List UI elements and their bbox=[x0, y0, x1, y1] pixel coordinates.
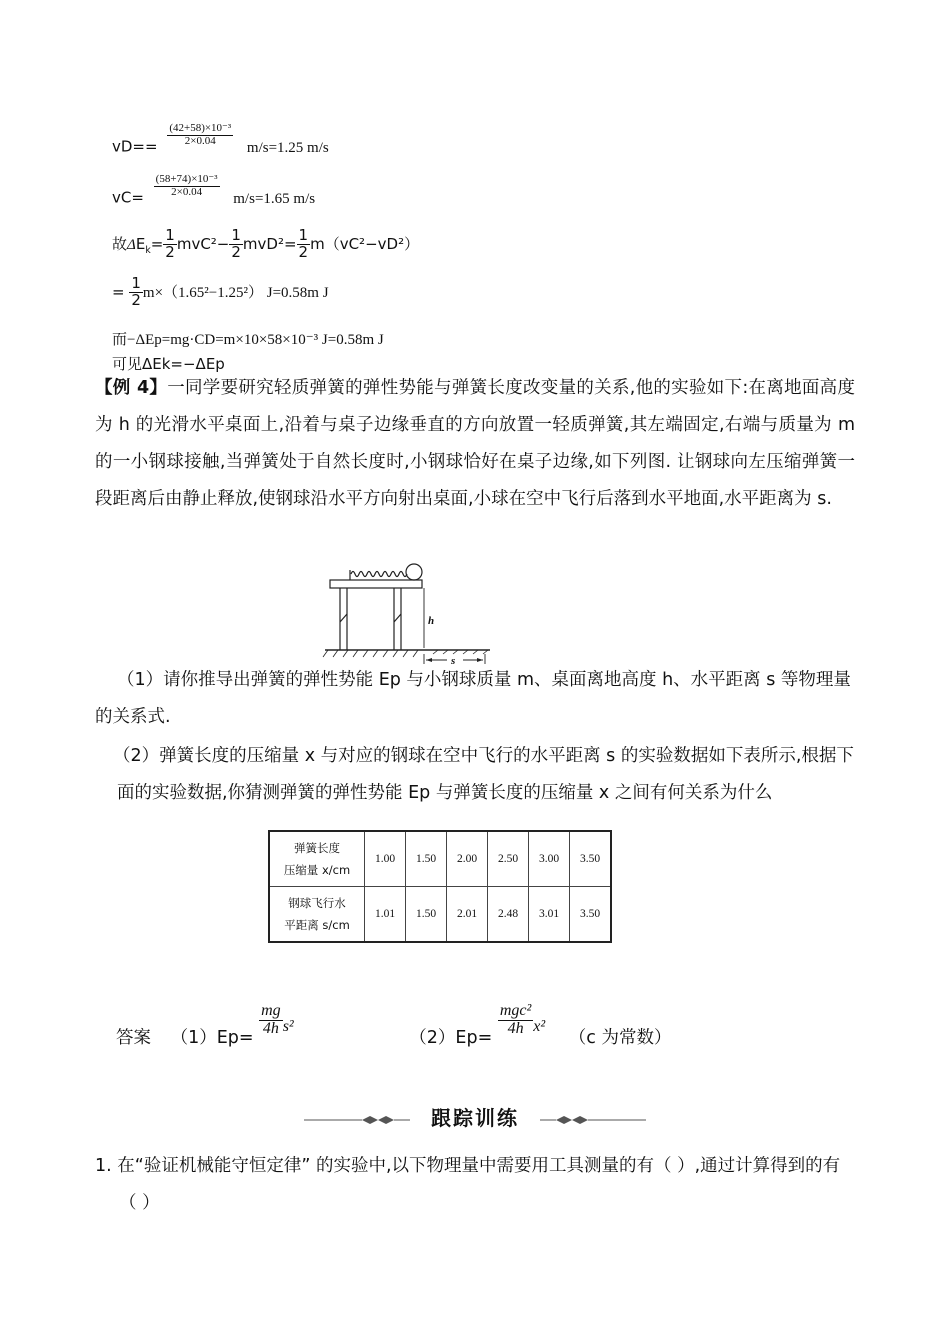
vd-fraction bbox=[167, 123, 233, 147]
answer-part2-prefix: （2）Ep= bbox=[409, 1027, 493, 1048]
answer-part2-var: x² bbox=[533, 1017, 546, 1035]
vc-equation bbox=[112, 174, 315, 208]
exercise-1: 1. 在“验证机械能守恒定律” 的实验中,以下物理量中需要用工具测量的有（ ）,通过计算得到的有（ ） bbox=[95, 1156, 841, 1213]
answer-part1-var: s² bbox=[282, 1017, 294, 1035]
table-cell: 2.01 bbox=[447, 887, 488, 943]
ek-mid2: mvD²= bbox=[242, 234, 297, 253]
table-row bbox=[269, 887, 611, 943]
height-label: h bbox=[428, 615, 435, 627]
table-cell: 1.00 bbox=[365, 831, 406, 887]
table-cell: 1.01 bbox=[365, 887, 406, 943]
question-2: （2）弹簧长度的压缩量 x 与对应的钢球在空中飞行的水平距离 s 的实验数据如下表所示,根据下面的实验数据,你猜测弹簧的弹性势能 Ep 与弹簧长度的压缩量 x 之间有何关系为什么 bbox=[113, 746, 854, 803]
table-header-cell: 钢球飞行水 平距离 s/cm bbox=[269, 887, 365, 943]
example4-text: 一同学要研究轻质弹簧的弹性势能与弹簧长度改变量的关系,他的实验如下:在离地面高度为 h 的光滑水平桌面上,沿着与桌子边缘垂直的方向放置一轻质弹簧,其左端固定,右端与质量为 m 的一小钢球接触,当弹簧处于自然长度时,小钢球恰好在桌子边缘,如下列图. 让钢球向左压缩弹簧一段距离后由静止释放,使钢球沿水平方向射出桌面,小球在空中飞行后落到水平地面,水平距离为 s. bbox=[95, 378, 855, 509]
ek-mid1: mvC²− bbox=[176, 234, 230, 253]
conclusion-line: 可见ΔEk=−ΔEp bbox=[112, 355, 225, 373]
table-cell: 2.00 bbox=[447, 831, 488, 887]
ek-tail: m（vC²−vD²） bbox=[310, 234, 420, 253]
answer-part2-fraction: $\frac{\text{mgc²}}{4h}$ bbox=[499, 1002, 532, 1037]
vd-label: vD== bbox=[112, 137, 158, 156]
table-cell: 3.50 bbox=[570, 831, 612, 887]
half-fraction: $\frac{1}{2}$ bbox=[165, 226, 175, 261]
half-fraction: $\frac{1}{2}$ bbox=[131, 274, 141, 309]
example4-label: 【例 4】 bbox=[95, 378, 168, 398]
potential-energy-equation: 而−ΔEp=mg·CD=m×10×58×10⁻³ J=0.58m J bbox=[112, 332, 384, 348]
vd-denominator: 2×0.04 bbox=[184, 134, 216, 147]
answer-part2-note: （c 为常数） bbox=[568, 1027, 672, 1048]
vd-result: m/s=1.25 m/s bbox=[246, 139, 329, 156]
table-cell: 3.00 bbox=[529, 831, 570, 887]
table-header-cell: 弹簧长度 压缩量 x/cm bbox=[269, 831, 365, 887]
distance-label: s bbox=[451, 655, 456, 667]
spring-table-figure bbox=[320, 560, 495, 672]
table-cell: 3.01 bbox=[529, 887, 570, 943]
vc-numerator: (58+74)×10⁻³ bbox=[155, 173, 218, 185]
table-cell: 1.50 bbox=[406, 831, 447, 887]
example4-paragraph bbox=[95, 370, 855, 518]
half-fraction: $\frac{1}{2}$ bbox=[298, 226, 309, 261]
table-row bbox=[269, 831, 611, 887]
section-heading bbox=[0, 1102, 950, 1131]
line2-prefix: = bbox=[112, 282, 125, 301]
vc-fraction bbox=[154, 174, 220, 198]
table-cell: 3.50 bbox=[570, 887, 612, 943]
kinetic-energy-value bbox=[112, 276, 329, 309]
vd-equation bbox=[112, 123, 329, 157]
vc-result: m/s=1.65 m/s bbox=[233, 190, 316, 207]
vd-numerator: (42+58)×10⁻³ bbox=[169, 122, 232, 134]
table-cell: 2.50 bbox=[488, 831, 529, 887]
section-title: 跟踪训练 bbox=[431, 1106, 519, 1130]
table-cell: 1.50 bbox=[406, 887, 447, 943]
vc-denominator: 2×0.04 bbox=[171, 185, 203, 198]
answer-part1-fraction: $\frac{mg}{4h}$ bbox=[261, 1002, 281, 1037]
question-1: （1）请你推导出弹簧的弹性势能 Ep 与小钢球质量 m、桌面离地高度 h、水平距离 s 等物理量的关系式. bbox=[95, 670, 851, 727]
data-table bbox=[268, 830, 612, 943]
right-ornament-icon bbox=[536, 1113, 646, 1127]
half-fraction: $\frac{1}{2}$ bbox=[231, 226, 241, 261]
table-cell: 2.48 bbox=[488, 887, 529, 943]
line2-tail: m×（1.65²−1.25²） J=0.58m J bbox=[142, 284, 329, 301]
kinetic-energy-equation: 故$\Delta E_k=$ $\frac{1}{2}$ mvC²− $\frac{1}{2}$ mvD²= $\frac{1}{2}$ m（vC²−vD²） bbox=[112, 226, 420, 261]
ek-prefix: 故 bbox=[112, 234, 128, 253]
answer-line bbox=[116, 1003, 671, 1049]
answer-label: 答案 bbox=[116, 1027, 151, 1048]
answer-part1-prefix: （1）Ep= bbox=[170, 1027, 254, 1048]
vc-label: vC= bbox=[112, 188, 144, 207]
left-ornament-icon bbox=[304, 1113, 414, 1127]
